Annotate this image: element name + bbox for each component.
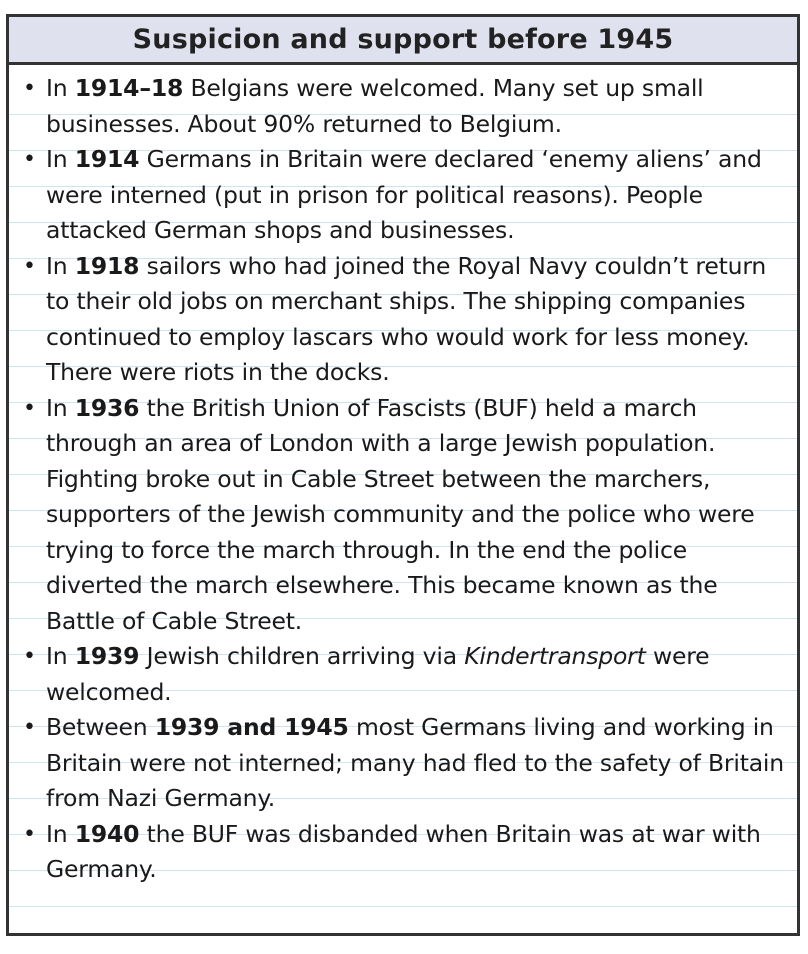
item-text: were welcomed. bbox=[46, 642, 710, 706]
year-range: 1939 and 1945 bbox=[154, 713, 349, 741]
bullet-icon: • bbox=[23, 644, 36, 669]
item-text: Belgians were welcomed. Many set up small businesses. About 90% returned to Belgium. bbox=[46, 74, 704, 138]
item-prefix: Between bbox=[46, 713, 148, 741]
list-item: • In 1940 the BUF was disbanded when Britain was at war with Germany. bbox=[21, 817, 789, 888]
year: 1918 bbox=[74, 251, 140, 280]
list-item: • In 1939 Jewish children arriving via Kindertransport were welcomed. bbox=[21, 639, 789, 710]
card-title: Suspicion and support before 1945 bbox=[132, 24, 674, 55]
bullet-list bbox=[9, 65, 797, 888]
list-item: • In 1918 sailors who had joined the Royal Navy couldn’t return to their old jobs on merchant ships. The shipping companies continued to employ lascars who would work for less money. There were riots in the docks. bbox=[21, 249, 789, 391]
card-header bbox=[9, 17, 797, 65]
bullet-icon: • bbox=[23, 253, 36, 279]
year: 1914 bbox=[74, 145, 140, 173]
bullet-icon: • bbox=[23, 715, 36, 740]
bullet-icon: • bbox=[23, 76, 36, 101]
year: 1940 bbox=[74, 819, 140, 848]
year: 1936 bbox=[74, 393, 140, 422]
item-text: the British Union of Fascists (BUF) held a march through an area of London with a large Jewish population. Fighting broke out in Cable Street between the marchers, supporters of the Jewish community and the police who were trying to force the march through. In the end the police diverted the march elsewhere. This became known as the Battle of Cable Street. bbox=[46, 393, 755, 635]
info-card bbox=[6, 14, 800, 936]
item-text: the BUF was disbanded when Britain was at war with Germany. bbox=[46, 819, 761, 883]
bullet-icon: • bbox=[23, 821, 36, 847]
item-text: most Germans living and working in Britain were not interned; many had fled to the safety of Britain from Nazi Germany. bbox=[46, 713, 784, 812]
list-item: • In 1914–18 Belgians were welcomed. Many set up small businesses. About 90% returned to Belgium. bbox=[21, 71, 789, 142]
year: 1939 bbox=[74, 642, 140, 670]
list-item: • In 1936 the British Union of Fascists (BUF) held a march through an area of London with a large Jewish population. Fighting broke out in Cable Street between the marchers, supporters of the Jewish community and the police who were trying to force the march through. In the end the police diverted the march elsewhere. This became known as the Battle of Cable Street. bbox=[21, 391, 789, 640]
bullet-icon: • bbox=[23, 395, 36, 421]
list-item bbox=[21, 710, 789, 817]
bullet-icon: • bbox=[23, 147, 36, 172]
list-item: • In 1914 Germans in Britain were declared ‘enemy aliens’ and were interned (put in prison for political reasons). People attacked German shops and businesses. bbox=[21, 142, 789, 249]
item-text: sailors who had joined the Royal Navy couldn’t return to their old jobs on merchant ships. The shipping companies continued to employ lascars who would work for less money. There were riots in the docks. bbox=[46, 251, 767, 386]
item-text: Jewish children arriving via bbox=[146, 642, 457, 670]
kindertransport-term: Kindertransport bbox=[464, 642, 646, 670]
year: 1914–18 bbox=[74, 74, 184, 102]
item-text: Germans in Britain were declared ‘enemy aliens’ and were interned (put in prison for political reasons). People attacked German shops and businesses. bbox=[46, 145, 762, 244]
